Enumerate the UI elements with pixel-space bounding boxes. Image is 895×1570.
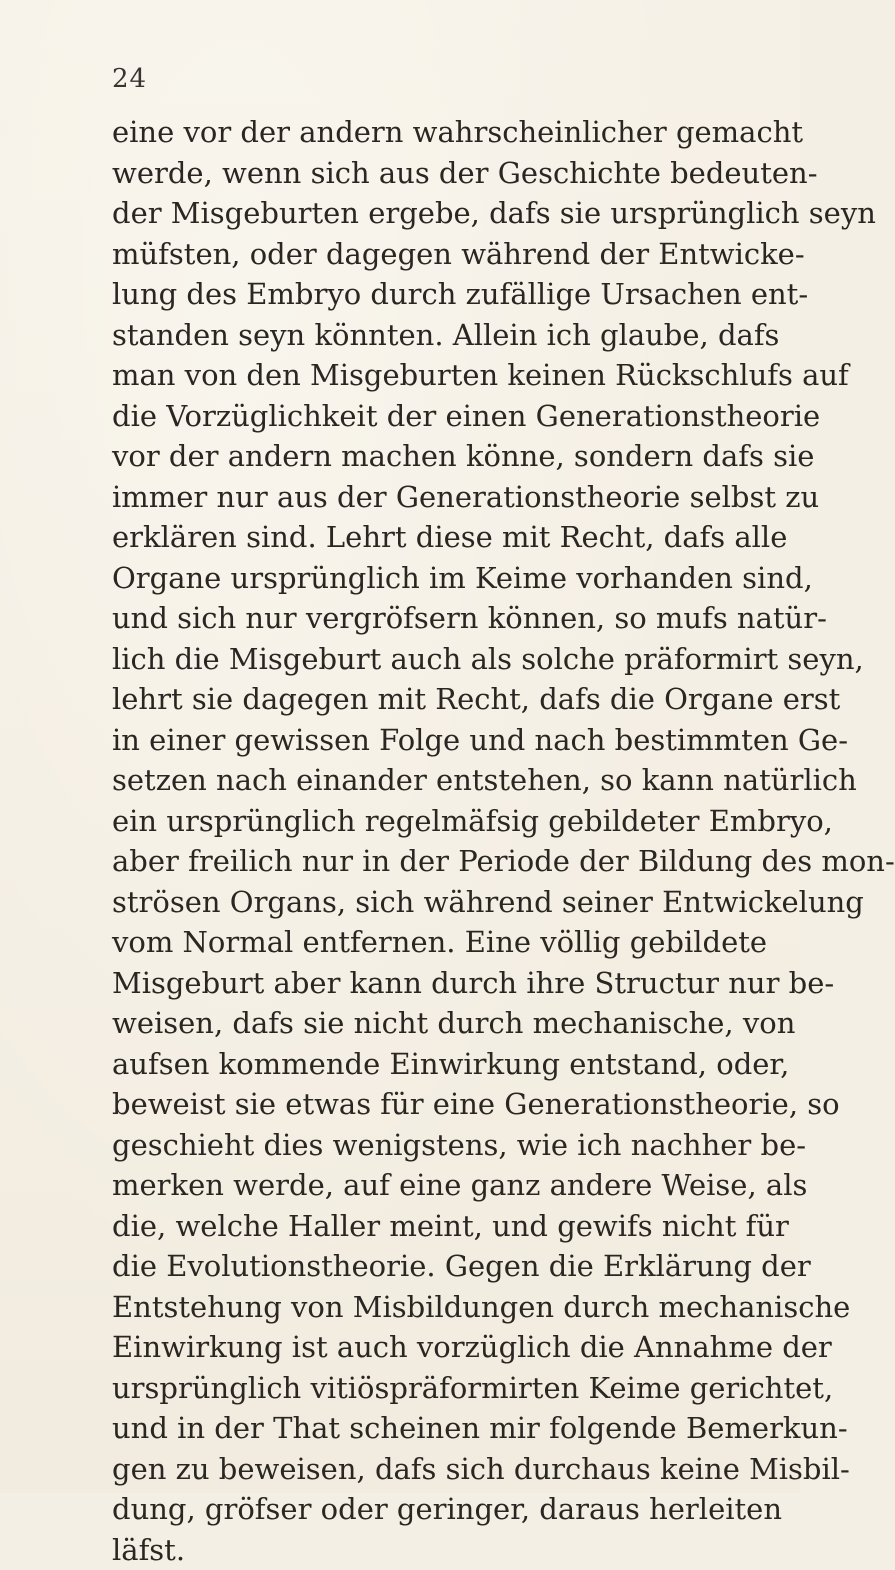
- body-text: [112, 112, 748, 1570]
- text-line: ein ursprünglich regelmäfsig gebildeter Embryo,: [112, 801, 748, 842]
- text-line: der Misgeburten ergebe, dafs sie ursprünglich seyn: [112, 193, 748, 234]
- text-line: eine vor der andern wahrscheinlicher gemacht: [112, 112, 748, 153]
- text-line: setzen nach einander entstehen, so kann natürlich: [112, 760, 748, 801]
- text-line: vor der andern machen könne, sondern dafs sie: [112, 436, 748, 477]
- text-line: geschieht dies wenigstens, wie ich nachher be-: [112, 1125, 748, 1166]
- text-line: läfst.: [112, 1530, 748, 1570]
- text-line: und in der That scheinen mir folgende Bemerkun-: [112, 1408, 748, 1449]
- text-line: die Evolutionstheorie. Gegen die Erklärung der: [112, 1246, 748, 1287]
- text-line: immer nur aus der Generationstheorie selbst zu: [112, 477, 748, 518]
- text-line: die, welche Haller meint, und gewifs nicht für: [112, 1206, 748, 1247]
- text-line: in einer gewissen Folge und nach bestimmten Ge-: [112, 720, 748, 761]
- text-line: aber freilich nur in der Periode der Bildung des mon-: [112, 841, 748, 882]
- text-line: aufsen kommende Einwirkung entstand, oder,: [112, 1044, 748, 1085]
- text-line: lich die Misgeburt auch als solche präformirt seyn,: [112, 639, 748, 680]
- text-line: weisen, dafs sie nicht durch mechanische, von: [112, 1003, 748, 1044]
- text-line: vom Normal entfernen. Eine völlig gebildete: [112, 922, 748, 963]
- text-line: müfsten, oder dagegen während der Entwicke-: [112, 234, 748, 275]
- text-line: ursprünglich vitiöspräformirten Keime gerichtet,: [112, 1368, 748, 1409]
- text-line: die Vorzüglichkeit der einen Generationstheorie: [112, 396, 748, 437]
- text-line: und sich nur vergröfsern können, so mufs natür-: [112, 598, 748, 639]
- text-line: Einwirkung ist auch vorzüglich die Annahme der: [112, 1327, 748, 1368]
- text-line: lehrt sie dagegen mit Recht, dafs die Organe erst: [112, 679, 748, 720]
- text-line: dung, gröfser oder geringer, daraus herleiten: [112, 1489, 748, 1530]
- text-line: Organe ursprünglich im Keime vorhanden sind,: [112, 558, 748, 599]
- page-number: 24: [112, 64, 147, 94]
- text-line: erklären sind. Lehrt diese mit Recht, dafs alle: [112, 517, 748, 558]
- text-line: Entstehung von Misbildungen durch mechanische: [112, 1287, 748, 1328]
- text-line: merken werde, auf eine ganz andere Weise, als: [112, 1165, 748, 1206]
- text-line: werde, wenn sich aus der Geschichte bedeuten-: [112, 153, 748, 194]
- text-line: Misgeburt aber kann durch ihre Structur nur be-: [112, 963, 748, 1004]
- text-line: lung des Embryo durch zufällige Ursachen ent-: [112, 274, 748, 315]
- text-line: beweist sie etwas für eine Generationstheorie, so: [112, 1084, 748, 1125]
- text-line: standen seyn könnten. Allein ich glaube, dafs: [112, 315, 748, 356]
- text-line: strösen Organs, sich während seiner Entwickelung: [112, 882, 748, 923]
- text-line: gen zu beweisen, dafs sich durchaus keine Misbil-: [112, 1449, 748, 1490]
- text-line: man von den Misgeburten keinen Rückschlufs auf: [112, 355, 748, 396]
